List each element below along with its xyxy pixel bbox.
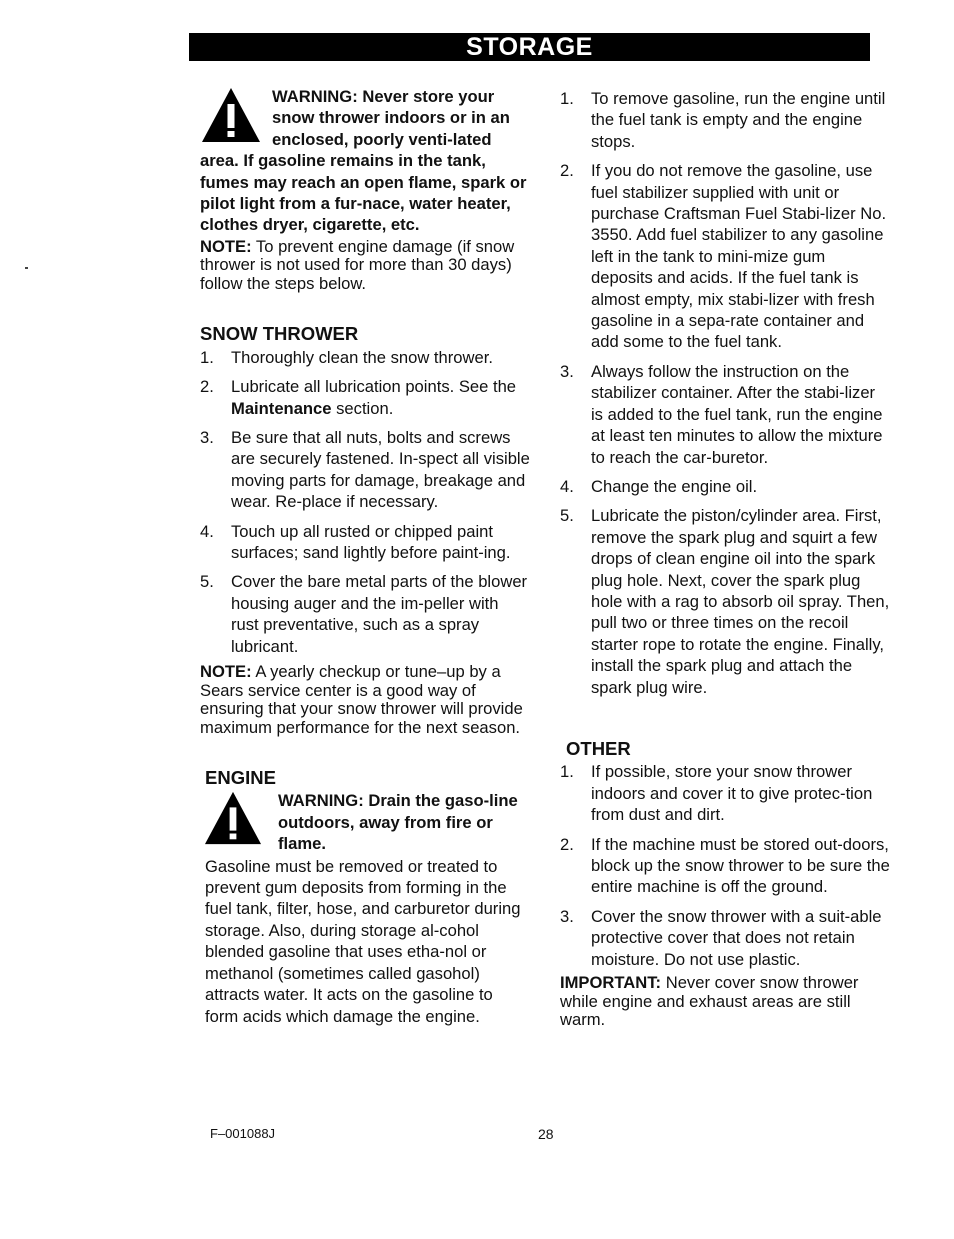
warning-triangle-icon xyxy=(200,86,266,148)
step-text: Cover the bare metal parts of the blower housing auger and the im-peller with rust preventative, such as a spray lubricant. xyxy=(231,572,528,656)
step-text: Be sure that all nuts, bolts and screws are securely fastened. In-spect all visible moving parts for damage, breakage and wear. Re-place if necessary. xyxy=(231,427,530,512)
list-item xyxy=(200,376,530,419)
maintenance-ref: Maintenance xyxy=(231,398,332,418)
list-item xyxy=(200,347,530,368)
list-item xyxy=(200,521,530,564)
step-text: Change the engine oil. xyxy=(591,476,758,496)
left-column xyxy=(200,86,530,1027)
section-heading-snow-thrower: SNOW THROWER xyxy=(200,323,359,345)
important-note xyxy=(560,974,890,1030)
step-text: If the machine must be stored out-doors, block up the snow thrower to be sure the entire machine is off the ground. xyxy=(591,834,890,897)
step-text: Cover the snow thrower with a suit-able protective cover that does not retain moisture. Do not use plastic. xyxy=(591,906,882,969)
note-label: NOTE: xyxy=(200,662,252,682)
warning-text: WARNING: Drain the gaso-line outdoors, away from fire or flame. xyxy=(278,791,518,854)
list-item xyxy=(560,834,890,898)
step-text: If possible, store your snow thrower indoors and cover it to give protec-tion from dust and dirt. xyxy=(591,762,873,825)
note-yearly-checkup xyxy=(200,663,530,737)
list-item xyxy=(560,88,890,152)
step-number: 1. xyxy=(200,347,214,367)
note-text: A yearly checkup or tune–up by a Sears service center is a good way of ensuring that your snow thrower will provide maximum performance for the next season. xyxy=(200,662,523,737)
engine-paragraph: Gasoline must be removed or treated to prevent gum deposits from forming in the fuel tank, filter, hose, and carburetor during storage. Also, during storage al-cohol blended gasoline that uses etha-nol or methanol (sometimes called gasohol) attracts water. It acts on the gasoline to form acids which damage the engine. xyxy=(205,856,521,1026)
step-number: 3. xyxy=(200,427,214,447)
step-number: 1. xyxy=(560,762,574,782)
step-text: If you do not remove the gasoline, use fuel stabilizer supplied with unit or purchase Craftsman Fuel Stabi-lizer No. 3550. Add fuel stabilizer to any gasoline left in the tank to mini-mize gum deposits and acids. If the fuel tank is almost empty, mix stabi-lizer with fresh gasoline in a sepa-rate container and add some to the fuel tank. xyxy=(591,161,887,352)
note-engine-damage xyxy=(200,238,530,294)
step-text: To remove gasoline, run the engine until the fuel tank is empty and the engine stops. xyxy=(591,89,886,151)
warning-triangle-icon xyxy=(200,790,274,850)
note-label: NOTE: xyxy=(200,236,252,256)
list-item xyxy=(560,505,890,698)
step-text: Touch up all rusted or chipped paint surfaces; sand lightly before paint-ing. xyxy=(231,521,511,562)
other-steps xyxy=(560,761,890,970)
section-heading-engine: ENGINE xyxy=(205,767,276,789)
step-number: 2. xyxy=(560,834,574,854)
page-title: STORAGE xyxy=(189,33,870,61)
step-number: 3. xyxy=(560,361,574,381)
document-code: F–001088J xyxy=(210,1126,276,1141)
important-text: Never cover snow thrower while engine and exhaust areas are still warm. xyxy=(560,973,859,1030)
step-number: 3. xyxy=(560,906,574,926)
step-number: 4. xyxy=(560,476,574,496)
important-label: IMPORTANT: xyxy=(560,973,662,993)
step-text: Always follow the instruction on the stabilizer container. After the stabi-lizer is added to the fuel tank, run the engine at least ten minutes to allow the mixture to reach the car-buretor. xyxy=(591,361,883,467)
step-number: 5. xyxy=(200,572,214,592)
right-column xyxy=(560,88,890,1030)
warning-text: WARNING: Never store your snow thrower indoors or in an enclosed, poorly venti-lated area. If gasoline remains in the tank, fumes may reach an open flame, spark or pilot light from a fur-nace, water heater, clothes dryer, cigarette, etc. xyxy=(200,87,527,235)
warning-drain-gasoline xyxy=(200,790,530,854)
list-item xyxy=(200,427,530,513)
warning-storage xyxy=(200,86,530,236)
snow-thrower-steps xyxy=(200,347,530,657)
step-number: 4. xyxy=(200,521,214,541)
note-text: To prevent engine damage (if snow thrower is not used for more than 30 days) follow the steps below. xyxy=(200,236,515,293)
step-text: Lubricate all lubrication points. See the xyxy=(231,377,517,397)
step-number: 2. xyxy=(200,377,214,397)
step-text: section. xyxy=(331,398,394,418)
list-item xyxy=(200,571,530,657)
scan-mark xyxy=(25,267,28,269)
step-text: Thoroughly clean the snow thrower. xyxy=(231,347,493,367)
engine-steps xyxy=(560,88,890,698)
step-number: 2. xyxy=(560,161,574,181)
list-item xyxy=(560,361,890,468)
page-number: 28 xyxy=(538,1126,554,1142)
section-heading-other: OTHER xyxy=(566,737,631,759)
list-item xyxy=(560,761,890,825)
list-item xyxy=(560,476,890,497)
step-number: 1. xyxy=(560,89,574,108)
step-number: 5. xyxy=(560,506,574,526)
list-item xyxy=(560,906,890,970)
step-text: Lubricate the piston/cylinder area. First, remove the spark plug and squirt a few drops of clean engine oil into the spark plug hole. Next, cover the spark plug hole with a rag to absorb oil spray. Then, pull two or three times on the recoil starter rope to rotate the engine. Finally, install the spark plug and attach the spark plug wire. xyxy=(591,506,890,697)
list-item xyxy=(560,160,890,353)
